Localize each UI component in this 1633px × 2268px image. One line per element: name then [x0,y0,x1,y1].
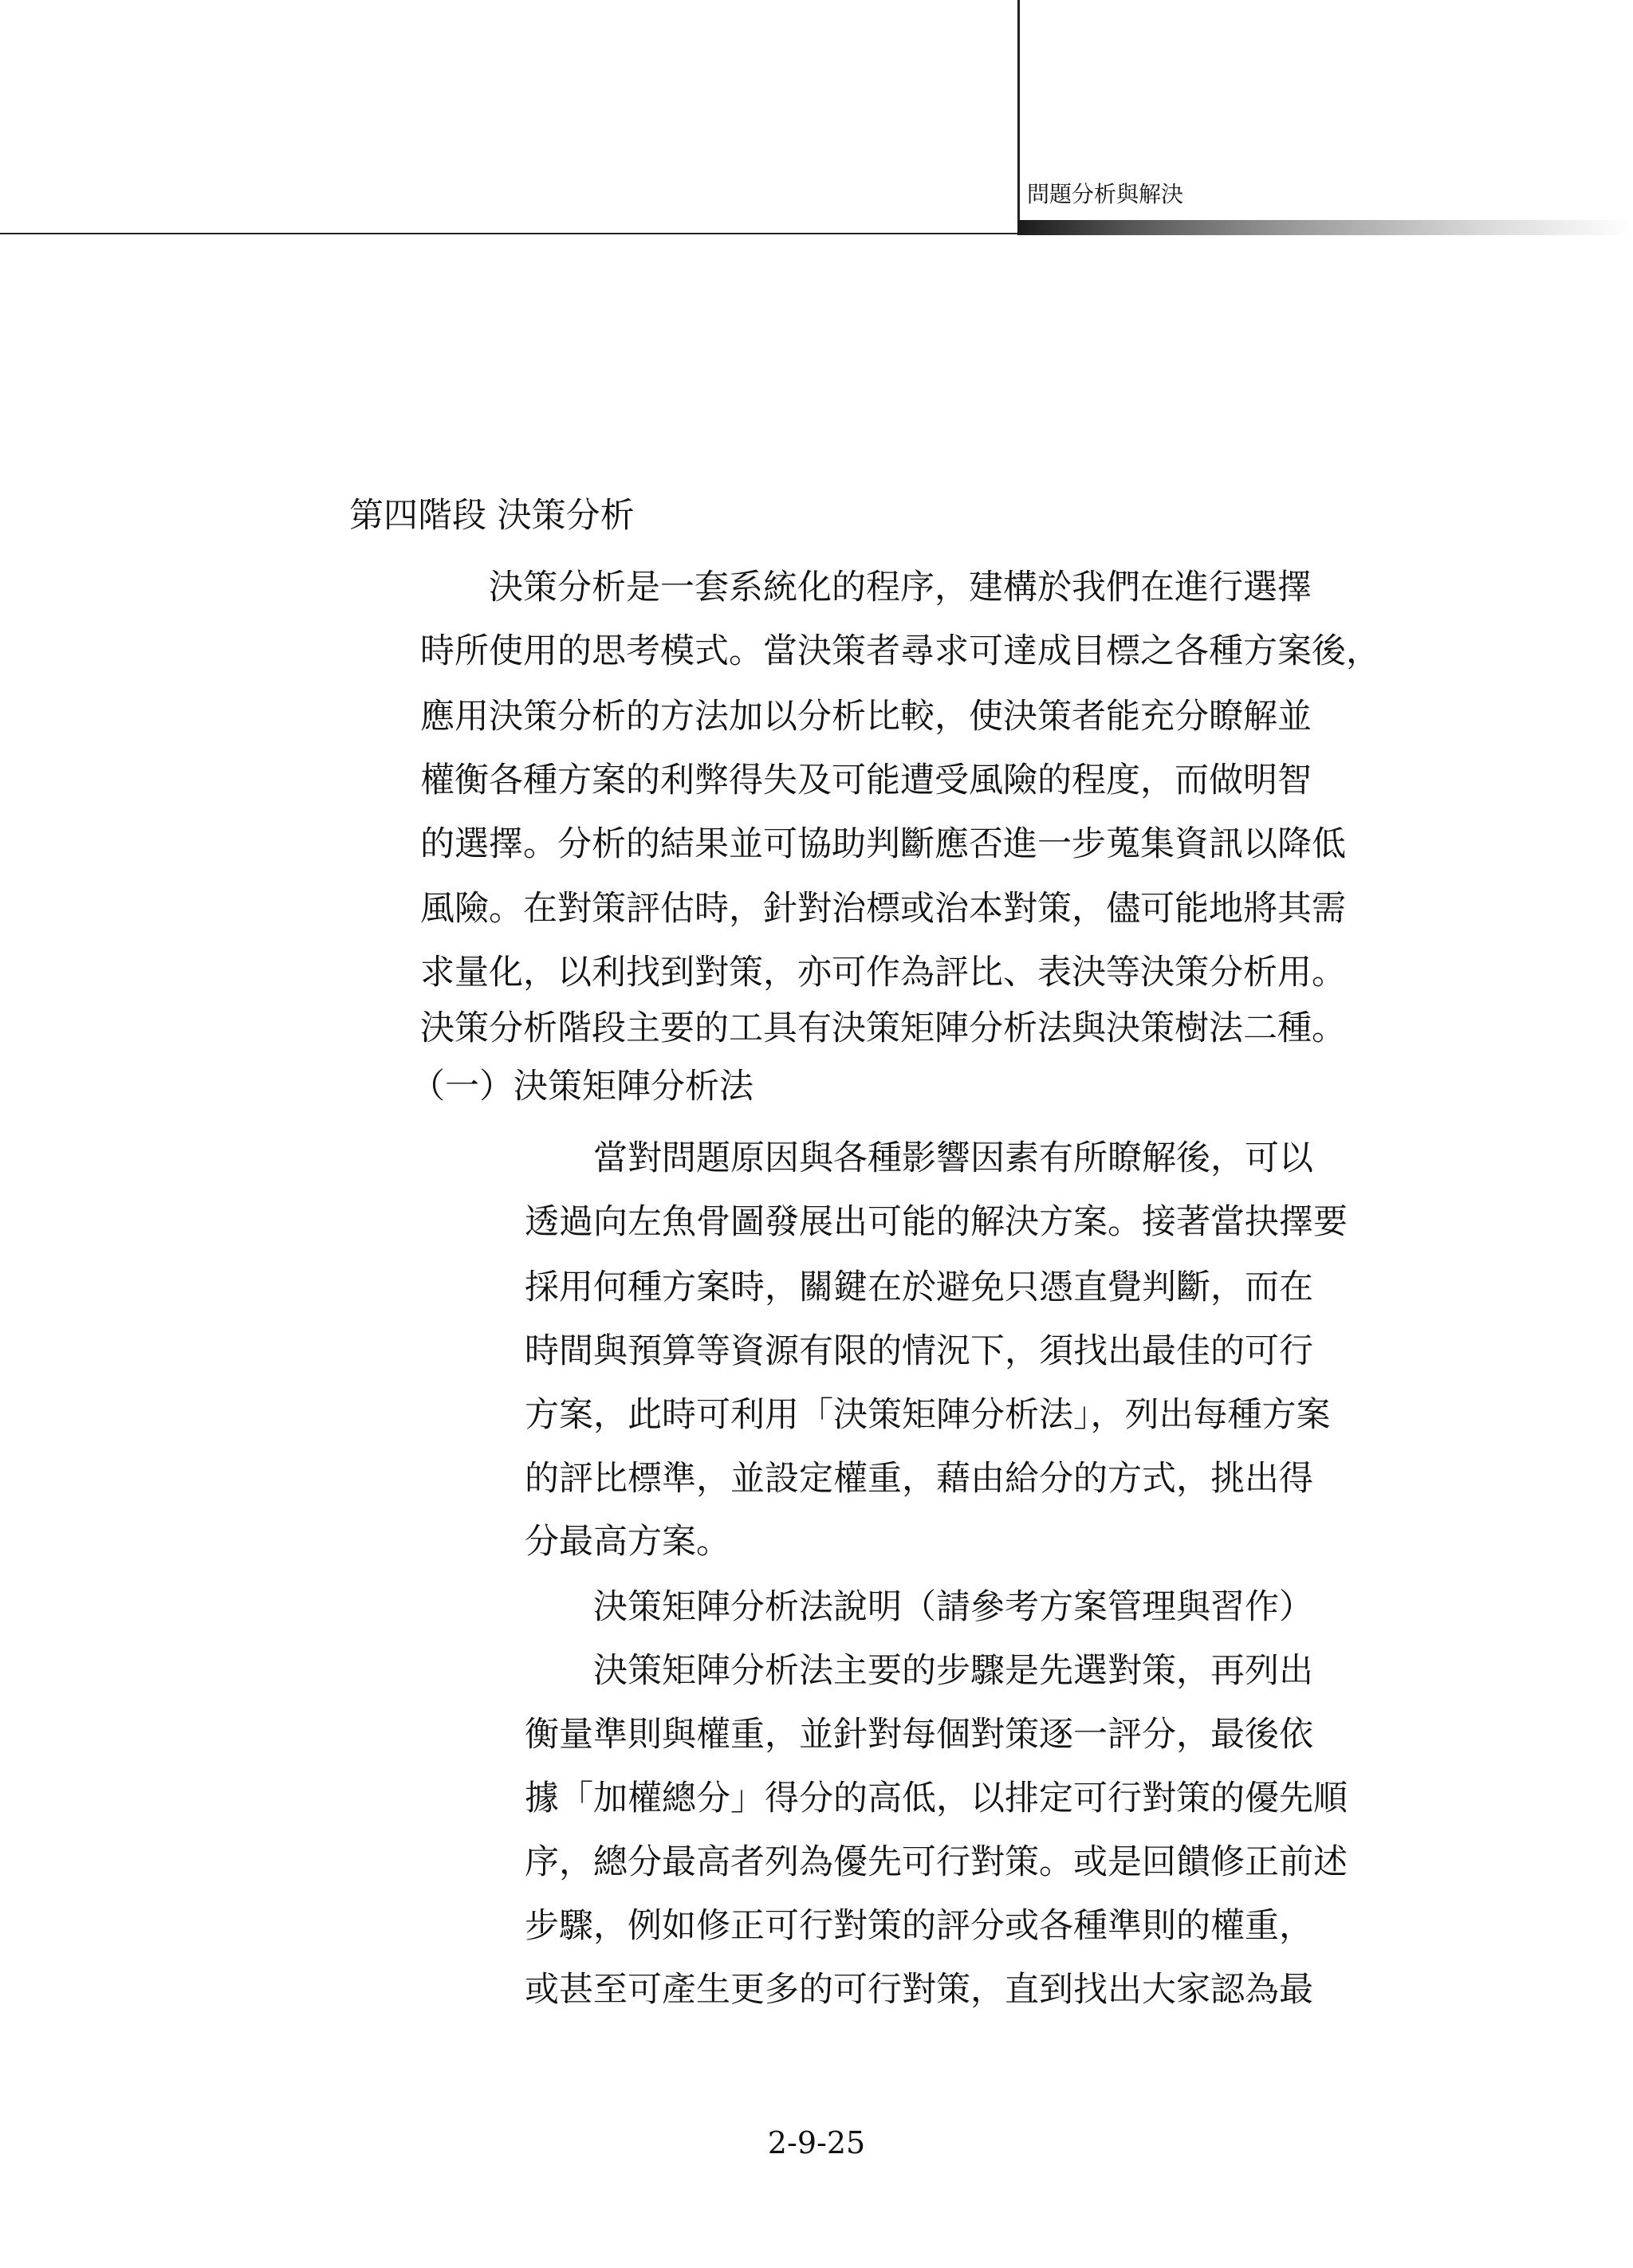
subsection-title: （一）決策矩陣分析法 [411,1067,754,1106]
paragraph-line: 步驟，例如修正可行對策的評分或各種準則的權重， [525,1906,1313,1946]
paragraph-line: 應用決策分析的方法加以分析比較，使決策者能充分瞭解並 [420,697,1312,737]
paragraph-line: 的評比標準，並設定權重，藉由給分的方式，挑出得 [525,1459,1313,1499]
running-title: 問題分析與解決 [1027,181,1184,207]
paragraph-line: 分最高方案。 [525,1522,730,1562]
paragraph-line: 透過向左魚骨圖發展出可能的解決方案。接著當抉擇要 [525,1202,1348,1242]
paragraph-line: 採用何種方案時，關鍵在於避免只憑直覺判斷，而在 [525,1268,1313,1307]
paragraph-line: 的選擇。分析的結果並可協助判斷應否進一步蒐集資訊以降低 [420,824,1346,864]
paragraph-line: 當對問題原因與各種影響因素有所瞭解後，可以 [593,1138,1313,1178]
paragraph-line: 方案，此時可利用「決策矩陣分析法」，列出每種方案 [525,1395,1331,1435]
paragraph-line: 序，總分最高者列為優先可行對策。或是回饋修正前述 [525,1842,1348,1882]
paragraph-line: 求量化，以利找到對策，亦可作為評比、表決等決策分析用。 [420,953,1346,992]
paragraph-line: 時間與預算等資源有限的情況下，須找出最佳的可行 [525,1331,1313,1371]
paragraph-line: 風險。在對策評估時，針對治標或治本對策，儘可能地將其需 [420,889,1346,929]
section-title: 第四階段 決策分析 [349,496,635,536]
paragraph-line: 權衡各種方案的利弊得失及可能遭受風險的程度，而做明智 [420,761,1312,800]
paragraph-line: 決策分析是一套系統化的程序，建構於我們在進行選擇 [489,568,1312,607]
paragraph-line: 時所使用的思考模式。當決策者尋求可達成目標之各種方案後， [420,631,1380,671]
header-horizontal-rule [0,233,1017,234]
paragraph-line: 衡量準則與權重，並針對每個對策逐一評分，最後依 [525,1715,1313,1755]
header-vertical-rule [1017,0,1020,233]
paragraph-line: 據「加權總分」得分的高低，以排定可行對策的優先順 [525,1779,1348,1818]
paragraph-line: 決策分析階段主要的工具有決策矩陣分析法與決策樹法二種。 [420,1008,1346,1048]
paragraph-line: 或甚至可產生更多的可行對策，直到找出大家認為最 [525,1970,1313,2010]
paragraph-line: 決策矩陣分析法主要的步驟是先選對策，再列出 [593,1651,1313,1691]
note-line: 決策矩陣分析法說明（請參考方案管理與習作） [593,1587,1313,1627]
page-number: 2-9-25 [767,2125,866,2160]
header-gradient-bar [1017,220,1633,235]
